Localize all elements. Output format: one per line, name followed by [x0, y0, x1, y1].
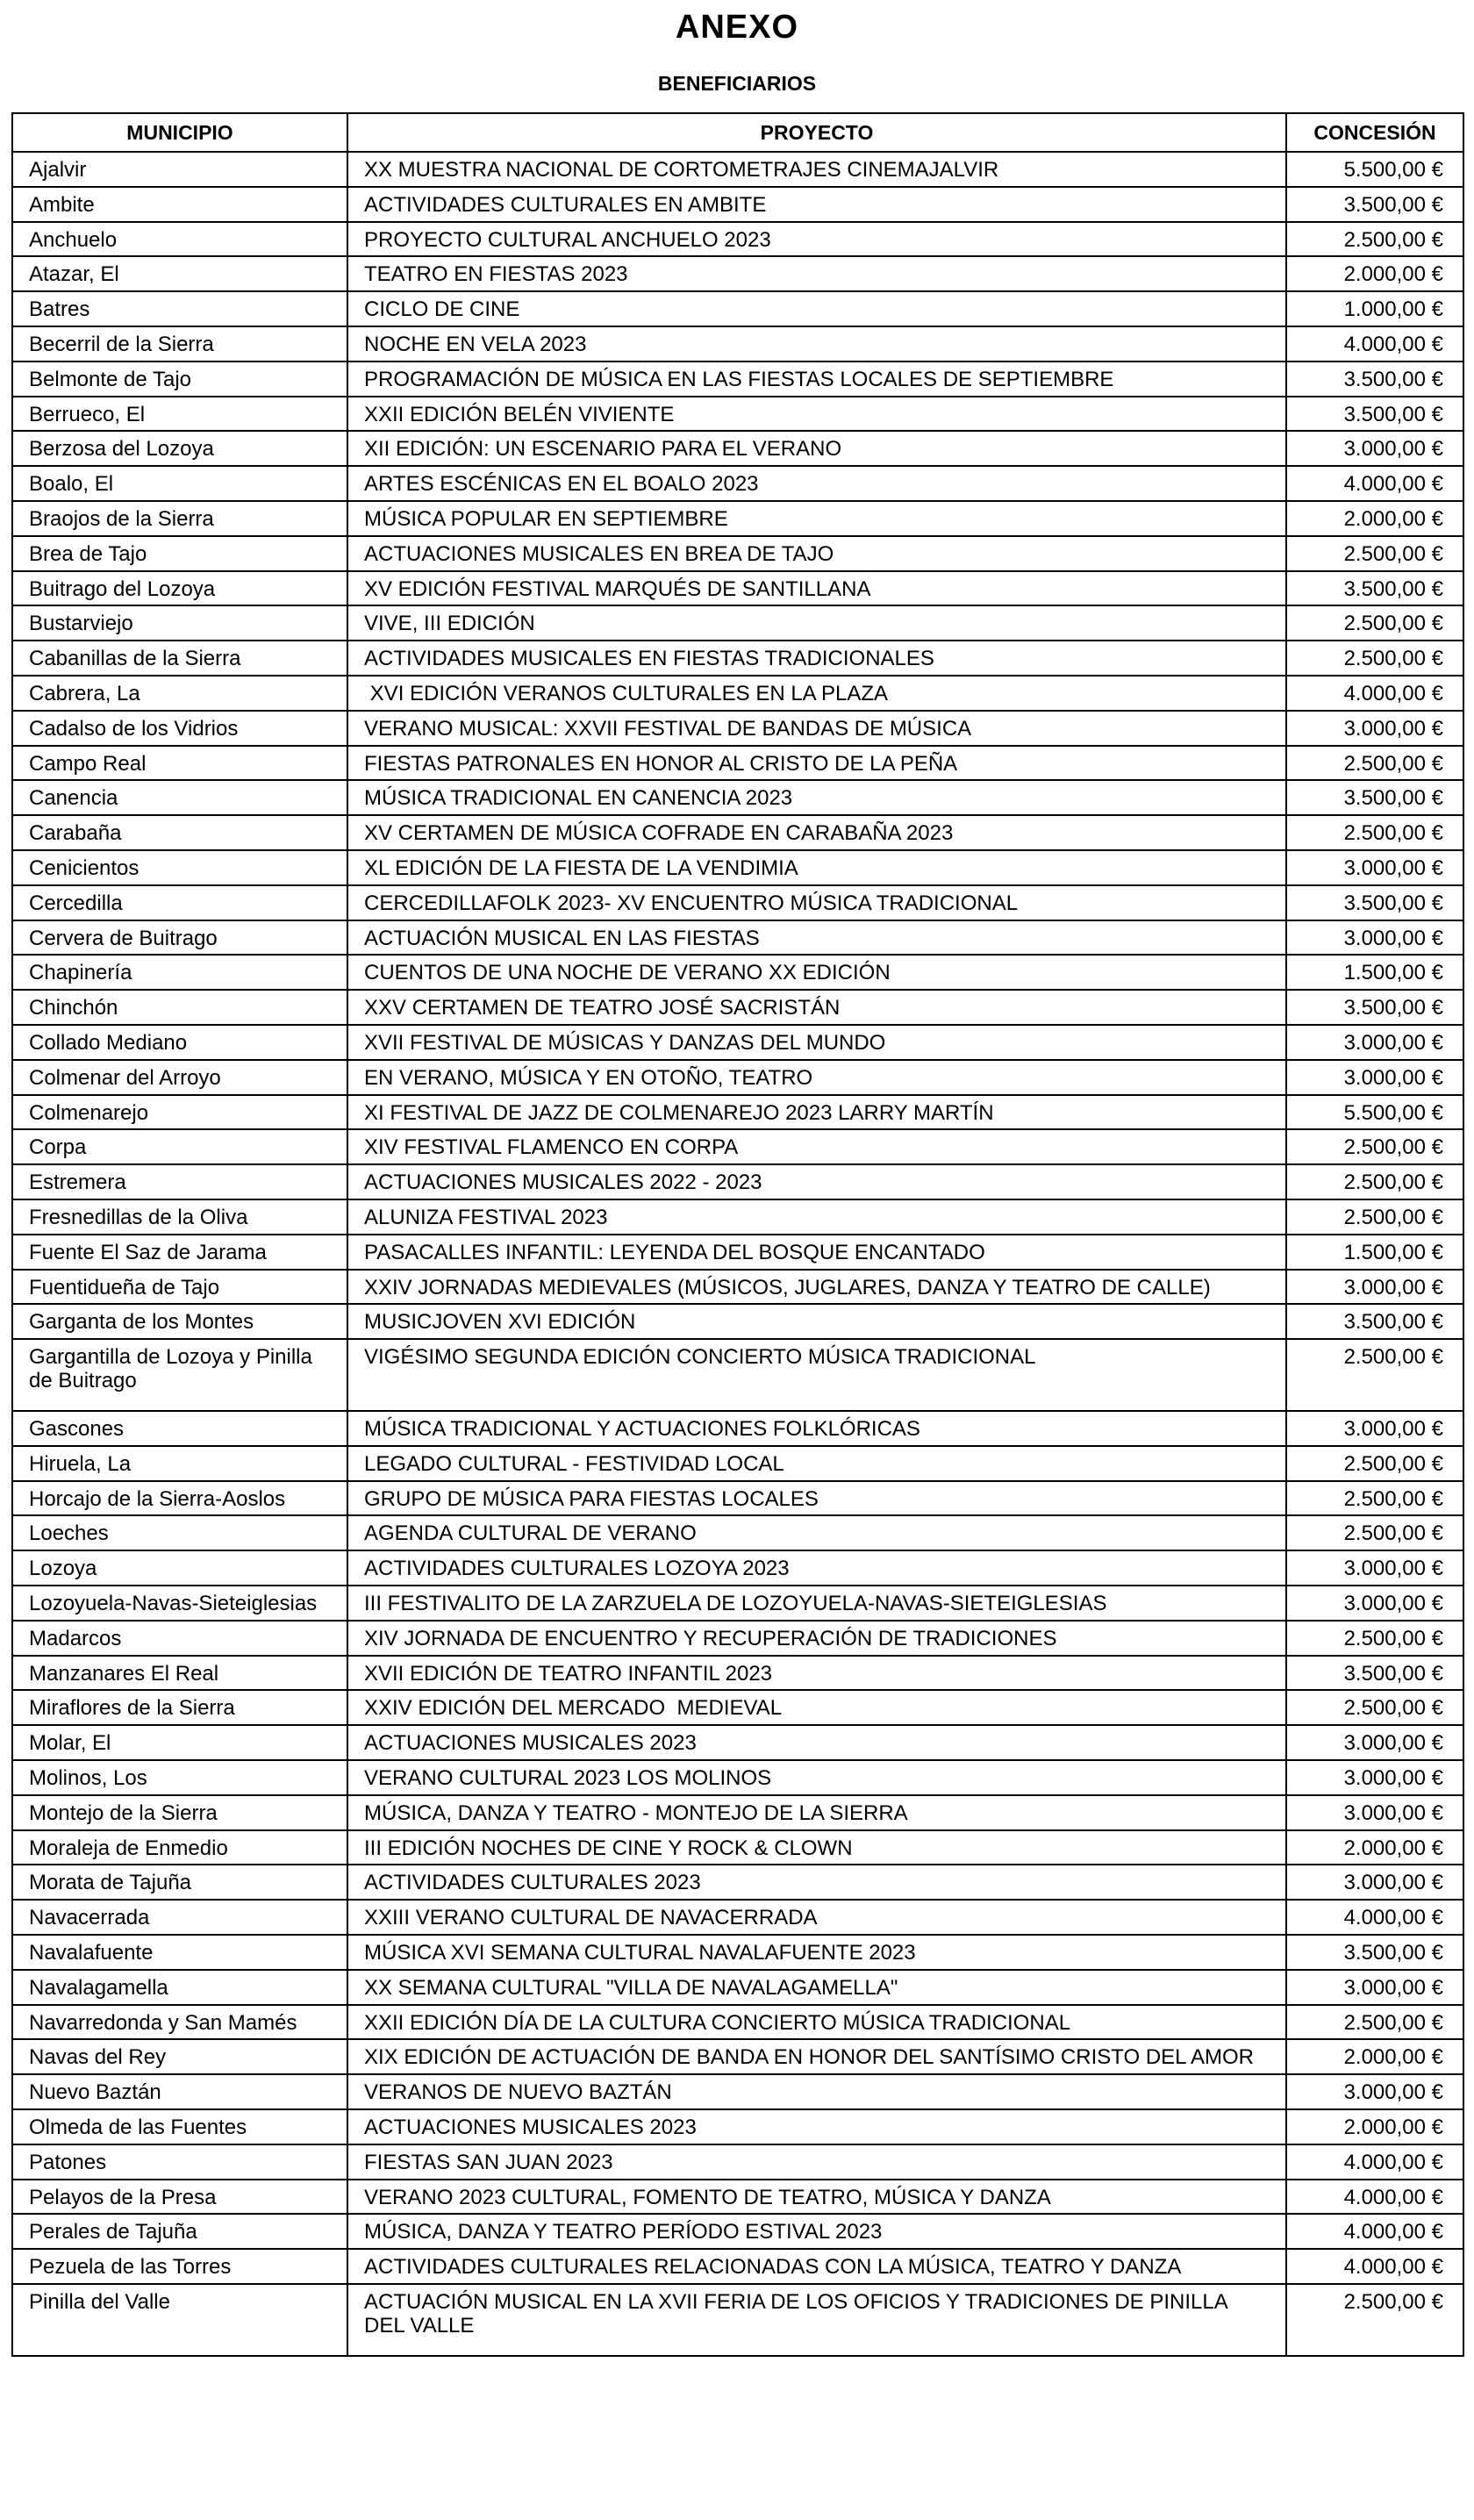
table-row: [12, 885, 1463, 920]
cell-proyecto: AGENDA CULTURAL DE VERANO: [347, 1515, 1286, 1550]
table-row: [12, 1199, 1463, 1235]
cell-municipio: Carabaña: [12, 815, 347, 850]
cell-proyecto: FIESTAS PATRONALES EN HONOR AL CRISTO DE LA PEÑA: [347, 746, 1286, 781]
table-row: [12, 1060, 1463, 1095]
cell-concesion: 2.500,00 €: [1286, 1199, 1463, 1235]
table-row: [12, 187, 1463, 222]
table-row: [12, 2214, 1463, 2249]
cell-proyecto: XXIII VERANO CULTURAL DE NAVACERRADA: [347, 1900, 1286, 1935]
cell-concesion: 1.500,00 €: [1286, 955, 1463, 990]
cell-concesion: 2.000,00 €: [1286, 2109, 1463, 2144]
cell-concesion: 4.000,00 €: [1286, 466, 1463, 501]
cell-municipio: Navacerrada: [12, 1900, 347, 1935]
cell-concesion: 2.500,00 €: [1286, 2284, 1463, 2356]
cell-municipio: Fuente El Saz de Jarama: [12, 1235, 347, 1270]
cell-proyecto: III FESTIVALITO DE LA ZARZUELA DE LOZOYUELA-NAVAS-SIETEIGLESIAS: [347, 1586, 1286, 1621]
cell-proyecto: XXII EDICIÓN BELÉN VIVIENTE: [347, 397, 1286, 432]
cell-proyecto: ACTUACIONES MUSICALES EN BREA DE TAJO: [347, 536, 1286, 571]
cell-municipio: Olmeda de las Fuentes: [12, 2109, 347, 2144]
cell-concesion: 3.000,00 €: [1286, 711, 1463, 746]
cell-proyecto: ACTIVIDADES CULTURALES 2023: [347, 1865, 1286, 1900]
cell-concesion: 3.000,00 €: [1286, 2074, 1463, 2109]
cell-proyecto: CERCEDILLAFOLK 2023- XV ENCUENTRO MÚSICA TRADICIONAL: [347, 885, 1286, 920]
table-row: [12, 362, 1463, 397]
cell-concesion: 2.500,00 €: [1286, 605, 1463, 641]
cell-municipio: Ajalvir: [12, 152, 347, 187]
cell-proyecto: XVII EDICIÓN DE TEATRO INFANTIL 2023: [347, 1656, 1286, 1691]
cell-proyecto: MUSICJOVEN XVI EDICIÓN: [347, 1304, 1286, 1339]
cell-proyecto: VERANO CULTURAL 2023 LOS MOLINOS: [347, 1760, 1286, 1795]
cell-municipio: Berzosa del Lozoya: [12, 431, 347, 466]
cell-municipio: Perales de Tajuña: [12, 2214, 347, 2249]
table-row: [12, 815, 1463, 850]
table-row: [12, 990, 1463, 1025]
cell-concesion: 2.500,00 €: [1286, 1446, 1463, 1481]
cell-concesion: 3.000,00 €: [1286, 1795, 1463, 1830]
cell-municipio: Canencia: [12, 780, 347, 815]
table-row: [12, 431, 1463, 466]
cell-concesion: 3.500,00 €: [1286, 885, 1463, 920]
cell-concesion: 2.000,00 €: [1286, 1830, 1463, 1865]
table-row: [12, 1865, 1463, 1900]
cell-municipio: Estremera: [12, 1164, 347, 1199]
cell-concesion: 3.500,00 €: [1286, 780, 1463, 815]
cell-municipio: Horcajo de la Sierra-Aoslos: [12, 1481, 347, 1516]
cell-concesion: 4.000,00 €: [1286, 2214, 1463, 2249]
table-row: [12, 536, 1463, 571]
table-row: [12, 1656, 1463, 1691]
cell-proyecto: XVII FESTIVAL DE MÚSICAS Y DANZAS DEL MUNDO: [347, 1025, 1286, 1060]
cell-municipio: Moraleja de Enmedio: [12, 1830, 347, 1865]
table-row: [12, 1725, 1463, 1760]
cell-concesion: 4.000,00 €: [1286, 326, 1463, 362]
cell-proyecto: ACTIVIDADES CULTURALES RELACIONADAS CON LA MÚSICA, TEATRO Y DANZA: [347, 2249, 1286, 2284]
cell-concesion: 2.500,00 €: [1286, 641, 1463, 676]
table-row: [12, 222, 1463, 257]
cell-proyecto: XII EDICIÓN: UN ESCENARIO PARA EL VERANO: [347, 431, 1286, 466]
cell-concesion: 3.500,00 €: [1286, 362, 1463, 397]
cell-concesion: 3.000,00 €: [1286, 1060, 1463, 1095]
cell-municipio: Morata de Tajuña: [12, 1865, 347, 1900]
cell-proyecto: XV EDICIÓN FESTIVAL MARQUÉS DE SANTILLANA: [347, 571, 1286, 606]
cell-concesion: 3.000,00 €: [1286, 1411, 1463, 1446]
cell-concesion: 2.500,00 €: [1286, 1339, 1463, 1411]
cell-proyecto: CUENTOS DE UNA NOCHE DE VERANO XX EDICIÓN: [347, 955, 1286, 990]
cell-municipio: Corpa: [12, 1129, 347, 1164]
cell-concesion: 2.500,00 €: [1286, 536, 1463, 571]
cell-concesion: 2.000,00 €: [1286, 256, 1463, 291]
cell-proyecto: VERANO MUSICAL: XXVII FESTIVAL DE BANDAS DE MÚSICA: [347, 711, 1286, 746]
cell-municipio: Gargantilla de Lozoya y Pinilla de Buitrago: [12, 1339, 347, 1411]
cell-municipio: Fuentidueña de Tajo: [12, 1270, 347, 1305]
cell-proyecto: XXIV JORNADAS MEDIEVALES (MÚSICOS, JUGLARES, DANZA Y TEATRO DE CALLE): [347, 1270, 1286, 1305]
cell-proyecto: XIX EDICIÓN DE ACTUACIÓN DE BANDA EN HONOR DEL SANTÍSIMO CRISTO DEL AMOR: [347, 2039, 1286, 2074]
table-row: [12, 1339, 1463, 1411]
cell-municipio: Loeches: [12, 1515, 347, 1550]
table-row: [12, 955, 1463, 990]
table-row: [12, 291, 1463, 326]
cell-proyecto: PASACALLES INFANTIL: LEYENDA DEL BOSQUE ENCANTADO: [347, 1235, 1286, 1270]
cell-proyecto: ACTIVIDADES CULTURALES EN AMBITE: [347, 187, 1286, 222]
cell-proyecto: XIV JORNADA DE ENCUENTRO Y RECUPERACIÓN DE TRADICIONES: [347, 1621, 1286, 1656]
cell-municipio: Chinchón: [12, 990, 347, 1025]
cell-municipio: Chapinería: [12, 955, 347, 990]
cell-proyecto: GRUPO DE MÚSICA PARA FIESTAS LOCALES: [347, 1481, 1286, 1516]
table-row: [12, 605, 1463, 641]
cell-municipio: Buitrago del Lozoya: [12, 571, 347, 606]
cell-concesion: 2.500,00 €: [1286, 1690, 1463, 1725]
table-row: [12, 466, 1463, 501]
cell-concesion: 5.500,00 €: [1286, 152, 1463, 187]
cell-proyecto: CICLO DE CINE: [347, 291, 1286, 326]
cell-proyecto: VIVE, III EDICIÓN: [347, 605, 1286, 641]
cell-proyecto: ACTUACIONES MUSICALES 2022 - 2023: [347, 1164, 1286, 1199]
cell-concesion: 3.000,00 €: [1286, 1760, 1463, 1795]
cell-concesion: 3.500,00 €: [1286, 1935, 1463, 1970]
cell-proyecto: MÚSICA XVI SEMANA CULTURAL NAVALAFUENTE 2023: [347, 1935, 1286, 1970]
cell-proyecto: XX SEMANA CULTURAL "VILLA DE NAVALAGAMELLA": [347, 1970, 1286, 2005]
cell-concesion: 3.000,00 €: [1286, 1586, 1463, 1621]
cell-concesion: 3.000,00 €: [1286, 1025, 1463, 1060]
cell-concesion: 3.000,00 €: [1286, 431, 1463, 466]
cell-proyecto: LEGADO CULTURAL - FESTIVIDAD LOCAL: [347, 1446, 1286, 1481]
table-row: [12, 850, 1463, 885]
cell-municipio: Cervera de Buitrago: [12, 920, 347, 956]
cell-proyecto: MÚSICA, DANZA Y TEATRO - MONTEJO DE LA SIERRA: [347, 1795, 1286, 1830]
header-municipio: MUNICIPIO: [12, 113, 347, 152]
table-row: [12, 711, 1463, 746]
table-row: [12, 1481, 1463, 1516]
table-row: [12, 1550, 1463, 1586]
cell-concesion: 2.500,00 €: [1286, 2005, 1463, 2040]
page-subtitle: BENEFICIARIOS: [657, 72, 817, 95]
cell-concesion: 3.500,00 €: [1286, 571, 1463, 606]
cell-concesion: 1.500,00 €: [1286, 1235, 1463, 1270]
cell-municipio: Molinos, Los: [12, 1760, 347, 1795]
cell-municipio: Pelayos de la Presa: [12, 2180, 347, 2215]
cell-proyecto: TEATRO EN FIESTAS 2023: [347, 256, 1286, 291]
table-row: [12, 1970, 1463, 2005]
cell-municipio: Molar, El: [12, 1725, 347, 1760]
cell-municipio: Garganta de los Montes: [12, 1304, 347, 1339]
cell-proyecto: MÚSICA POPULAR EN SEPTIEMBRE: [347, 501, 1286, 536]
cell-proyecto: ACTUACIÓN MUSICAL EN LA XVII FERIA DE LOS OFICIOS Y TRADICIONES DE PINILLA DEL VALLE: [347, 2284, 1286, 2356]
cell-proyecto: ACTIVIDADES CULTURALES LOZOYA 2023: [347, 1550, 1286, 1586]
table-body: [12, 152, 1463, 2356]
cell-municipio: Madarcos: [12, 1621, 347, 1656]
table-row: [12, 1515, 1463, 1550]
cell-proyecto: EN VERANO, MÚSICA Y EN OTOÑO, TEATRO: [347, 1060, 1286, 1095]
cell-municipio: Navarredonda y San Mamés: [12, 2005, 347, 2040]
cell-municipio: Navalagamella: [12, 1970, 347, 2005]
cell-concesion: 3.500,00 €: [1286, 397, 1463, 432]
cell-municipio: Montejo de la Sierra: [12, 1795, 347, 1830]
cell-proyecto: PROGRAMACIÓN DE MÚSICA EN LAS FIESTAS LOCALES DE SEPTIEMBRE: [347, 362, 1286, 397]
cell-concesion: 2.500,00 €: [1286, 1621, 1463, 1656]
cell-concesion: 3.000,00 €: [1286, 1725, 1463, 1760]
cell-concesion: 2.500,00 €: [1286, 1515, 1463, 1550]
cell-municipio: Atazar, El: [12, 256, 347, 291]
table-row: [12, 1621, 1463, 1656]
cell-concesion: 2.500,00 €: [1286, 815, 1463, 850]
table-row: [12, 1586, 1463, 1621]
cell-municipio: Navalafuente: [12, 1935, 347, 1970]
cell-municipio: Becerril de la Sierra: [12, 326, 347, 362]
table-row: [12, 2180, 1463, 2215]
table-row: [12, 1095, 1463, 1130]
cell-proyecto: ACTUACIÓN MUSICAL EN LAS FIESTAS: [347, 920, 1286, 956]
cell-concesion: 1.000,00 €: [1286, 291, 1463, 326]
cell-concesion: 3.000,00 €: [1286, 1550, 1463, 1586]
cell-proyecto: XXIV EDICIÓN DEL MERCADO MEDIEVAL: [347, 1690, 1286, 1725]
cell-concesion: 3.500,00 €: [1286, 990, 1463, 1025]
cell-concesion: 2.500,00 €: [1286, 1164, 1463, 1199]
table-row: [12, 746, 1463, 781]
cell-municipio: Fresnedillas de la Oliva: [12, 1199, 347, 1235]
cell-proyecto: VIGÉSIMO SEGUNDA EDICIÓN CONCIERTO MÚSICA TRADICIONAL: [347, 1339, 1286, 1411]
table-row: [12, 1164, 1463, 1199]
cell-concesion: 4.000,00 €: [1286, 2144, 1463, 2180]
cell-municipio: Patones: [12, 2144, 347, 2180]
table-row: [12, 2074, 1463, 2109]
table-row: [12, 2249, 1463, 2284]
cell-proyecto: PROYECTO CULTURAL ANCHUELO 2023: [347, 222, 1286, 257]
cell-proyecto: VERANO 2023 CULTURAL, FOMENTO DE TEATRO, MÚSICA Y DANZA: [347, 2180, 1286, 2215]
cell-municipio: Colmenar del Arroyo: [12, 1060, 347, 1095]
cell-proyecto: ARTES ESCÉNICAS EN EL BOALO 2023: [347, 466, 1286, 501]
table-row: [12, 780, 1463, 815]
table-row: [12, 1690, 1463, 1725]
page-title: ANEXO: [675, 9, 799, 46]
cell-municipio: Miraflores de la Sierra: [12, 1690, 347, 1725]
table-row: [12, 1760, 1463, 1795]
header-concesion: CONCESIÓN: [1286, 113, 1463, 152]
cell-proyecto: ALUNIZA FESTIVAL 2023: [347, 1199, 1286, 1235]
cell-proyecto: XV CERTAMEN DE MÚSICA COFRADE EN CARABAÑA 2023: [347, 815, 1286, 850]
cell-proyecto: FIESTAS SAN JUAN 2023: [347, 2144, 1286, 2180]
table-row: [12, 1235, 1463, 1270]
table-row: [12, 1900, 1463, 1935]
cell-concesion: 2.000,00 €: [1286, 2039, 1463, 2074]
table-row: [12, 920, 1463, 956]
table-row: [12, 397, 1463, 432]
cell-municipio: Ambite: [12, 187, 347, 222]
cell-municipio: Colmenarejo: [12, 1095, 347, 1130]
cell-municipio: Brea de Tajo: [12, 536, 347, 571]
table-row: [12, 1304, 1463, 1339]
cell-municipio: Campo Real: [12, 746, 347, 781]
cell-concesion: 3.000,00 €: [1286, 1270, 1463, 1305]
cell-concesion: 5.500,00 €: [1286, 1095, 1463, 1130]
table-row: [12, 501, 1463, 536]
cell-proyecto: NOCHE EN VELA 2023: [347, 326, 1286, 362]
cell-municipio: Batres: [12, 291, 347, 326]
cell-municipio: Cenicientos: [12, 850, 347, 885]
table-row: [12, 1830, 1463, 1865]
cell-municipio: Berrueco, El: [12, 397, 347, 432]
table-row: [12, 676, 1463, 711]
table-row: [12, 2039, 1463, 2074]
cell-concesion: 2.500,00 €: [1286, 746, 1463, 781]
cell-municipio: Anchuelo: [12, 222, 347, 257]
cell-concesion: 3.500,00 €: [1286, 1304, 1463, 1339]
table-row: [12, 1795, 1463, 1830]
table-row: [12, 1270, 1463, 1305]
cell-municipio: Pinilla del Valle: [12, 2284, 347, 2356]
cell-municipio: Boalo, El: [12, 466, 347, 501]
cell-municipio: Braojos de la Sierra: [12, 501, 347, 536]
cell-municipio: Bustarviejo: [12, 605, 347, 641]
table-row: [12, 326, 1463, 362]
table-row: [12, 1025, 1463, 1060]
cell-concesion: 4.000,00 €: [1286, 1900, 1463, 1935]
cell-concesion: 2.500,00 €: [1286, 1129, 1463, 1164]
cell-municipio: Lozoya: [12, 1550, 347, 1586]
cell-concesion: 4.000,00 €: [1286, 2180, 1463, 2215]
cell-municipio: Belmonte de Tajo: [12, 362, 347, 397]
cell-municipio: Hiruela, La: [12, 1446, 347, 1481]
cell-proyecto: MÚSICA, DANZA Y TEATRO PERÍODO ESTIVAL 2023: [347, 2214, 1286, 2249]
cell-concesion: 3.000,00 €: [1286, 1970, 1463, 2005]
cell-concesion: 4.000,00 €: [1286, 676, 1463, 711]
cell-proyecto: XVI EDICIÓN VERANOS CULTURALES EN LA PLAZA: [347, 676, 1286, 711]
cell-concesion: 2.000,00 €: [1286, 501, 1463, 536]
cell-municipio: Pezuela de las Torres: [12, 2249, 347, 2284]
cell-proyecto: MÚSICA TRADICIONAL EN CANENCIA 2023: [347, 780, 1286, 815]
cell-proyecto: III EDICIÓN NOCHES DE CINE Y ROCK & CLOWN: [347, 1830, 1286, 1865]
cell-proyecto: XI FESTIVAL DE JAZZ DE COLMENAREJO 2023 LARRY MARTÍN: [347, 1095, 1286, 1130]
cell-proyecto: XL EDICIÓN DE LA FIESTA DE LA VENDIMIA: [347, 850, 1286, 885]
cell-proyecto: XIV FESTIVAL FLAMENCO EN CORPA: [347, 1129, 1286, 1164]
table-row: [12, 2005, 1463, 2040]
table-row: [12, 2284, 1463, 2356]
cell-proyecto: XXII EDICIÓN DÍA DE LA CULTURA CONCIERTO MÚSICA TRADICIONAL: [347, 2005, 1286, 2040]
cell-municipio: Cabrera, La: [12, 676, 347, 711]
table-row: [12, 152, 1463, 187]
table-row: [12, 2144, 1463, 2180]
table-row: [12, 2109, 1463, 2144]
cell-municipio: Nuevo Baztán: [12, 2074, 347, 2109]
cell-municipio: Cercedilla: [12, 885, 347, 920]
cell-municipio: Cadalso de los Vidrios: [12, 711, 347, 746]
table-row: [12, 1411, 1463, 1446]
table-row: [12, 1935, 1463, 1970]
table-row: [12, 571, 1463, 606]
header-proyecto: PROYECTO: [347, 113, 1286, 152]
cell-concesion: 3.000,00 €: [1286, 850, 1463, 885]
table-row: [12, 1129, 1463, 1164]
beneficiaries-table: [11, 112, 1464, 2357]
cell-proyecto: MÚSICA TRADICIONAL Y ACTUACIONES FOLKLÓRICAS: [347, 1411, 1286, 1446]
table-row: [12, 256, 1463, 291]
cell-proyecto: ACTUACIONES MUSICALES 2023: [347, 1725, 1286, 1760]
cell-concesion: 3.000,00 €: [1286, 920, 1463, 956]
cell-proyecto: ACTUACIONES MUSICALES 2023: [347, 2109, 1286, 2144]
table-row: [12, 641, 1463, 676]
cell-proyecto: XX MUESTRA NACIONAL DE CORTOMETRAJES CINEMAJALVIR: [347, 152, 1286, 187]
cell-municipio: Cabanillas de la Sierra: [12, 641, 347, 676]
cell-concesion: 4.000,00 €: [1286, 2249, 1463, 2284]
cell-concesion: 3.000,00 €: [1286, 1865, 1463, 1900]
cell-municipio: Collado Mediano: [12, 1025, 347, 1060]
table-header-row: [12, 113, 1463, 152]
cell-proyecto: ACTIVIDADES MUSICALES EN FIESTAS TRADICIONALES: [347, 641, 1286, 676]
table-row: [12, 1446, 1463, 1481]
cell-municipio: Navas del Rey: [12, 2039, 347, 2074]
cell-proyecto: VERANOS DE NUEVO BAZTÁN: [347, 2074, 1286, 2109]
cell-municipio: Manzanares El Real: [12, 1656, 347, 1691]
cell-municipio: Gascones: [12, 1411, 347, 1446]
cell-municipio: Lozoyuela-Navas-Sieteiglesias: [12, 1586, 347, 1621]
cell-concesion: 2.500,00 €: [1286, 222, 1463, 257]
cell-concesion: 2.500,00 €: [1286, 1481, 1463, 1516]
cell-concesion: 3.500,00 €: [1286, 1656, 1463, 1691]
cell-concesion: 3.500,00 €: [1286, 187, 1463, 222]
cell-proyecto: XXV CERTAMEN DE TEATRO JOSÉ SACRISTÁN: [347, 990, 1286, 1025]
